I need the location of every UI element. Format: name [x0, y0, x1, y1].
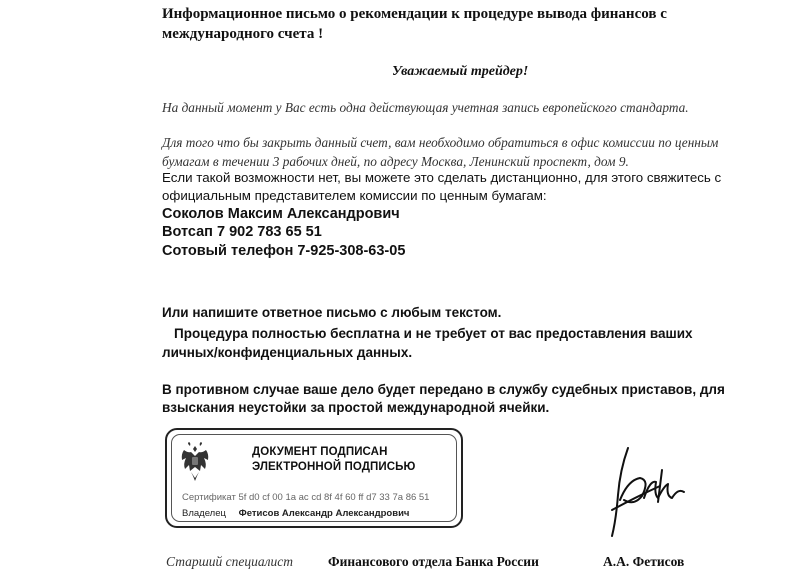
paragraph-remote-option: Если такой возможности нет, вы можете это сделать дистанционно, для этого свяжитесь с официальным представителем комиссии по ценным бумагам: [162, 170, 722, 203]
paragraph-reply: Или напишите ответное письмо с любым текстом. [162, 305, 502, 320]
footer-signatory: А.А. Фетисов [603, 554, 685, 569]
letter-title: Информационное письмо о рекомендации к процедуре вывода финансов с международного счета ! [162, 6, 667, 42]
stamp-cert-value: 5f d0 cf 00 1a ac cd 8f 4f 60 ff d7 33 7a 86 51 [238, 492, 430, 503]
contact-name: Соколов Максим Александрович [162, 206, 400, 222]
paragraph-free-procedure-line1: Процедура полностью бесплатна и не требует от вас предоставления ваших [174, 326, 693, 341]
stamp-owner-value: Фетисов Александр Александрович [238, 508, 410, 519]
paragraph-free-procedure [162, 324, 742, 362]
stamp-title-line2: ЭЛЕКТРОННОЙ ПОДПИСЬЮ [252, 461, 416, 473]
contact-whatsapp: Вотсап 7 902 783 65 51 [162, 224, 322, 240]
handwritten-signature [598, 440, 698, 540]
paragraph-warning: В противном случае ваше дело будет передано в службу судебных приставов, для взыскания неустойки за простой международной ячейки. [162, 382, 725, 415]
paragraph-close-account: Для того что бы закрыть данный счет, вам необходимо обратиться в офис комиссии по ценным бумагам в течении 3 рабочих дней, по адресу Москва, Ленинский проспект, дом 9. [162, 135, 719, 169]
stamp-cert-label: Сертификат [182, 492, 236, 503]
footer-department: Финансового отдела Банка России [328, 554, 539, 569]
paragraph-account-info: На данный момент у Вас есть одна действующая учетная запись европейского стандарта. [162, 100, 689, 115]
stamp-certificate [182, 492, 429, 503]
contact-mobile: Сотовый телефон 7-925-308-63-05 [162, 243, 406, 259]
paragraph-free-procedure-line2: личных/конфиденциальных данных. [162, 345, 413, 360]
stamp-owner-label: Владелец [182, 508, 226, 519]
electronic-signature-stamp [165, 428, 463, 528]
stamp-owner [182, 508, 409, 519]
stamp-title [252, 445, 452, 475]
stamp-inner-border [171, 434, 457, 522]
double-headed-eagle-icon [180, 440, 210, 484]
greeting: Уважаемый трейдер! [392, 64, 529, 79]
stamp-title-line1: ДОКУМЕНТ ПОДПИСАН [252, 446, 388, 458]
footer-position: Старший специалист [166, 554, 294, 569]
